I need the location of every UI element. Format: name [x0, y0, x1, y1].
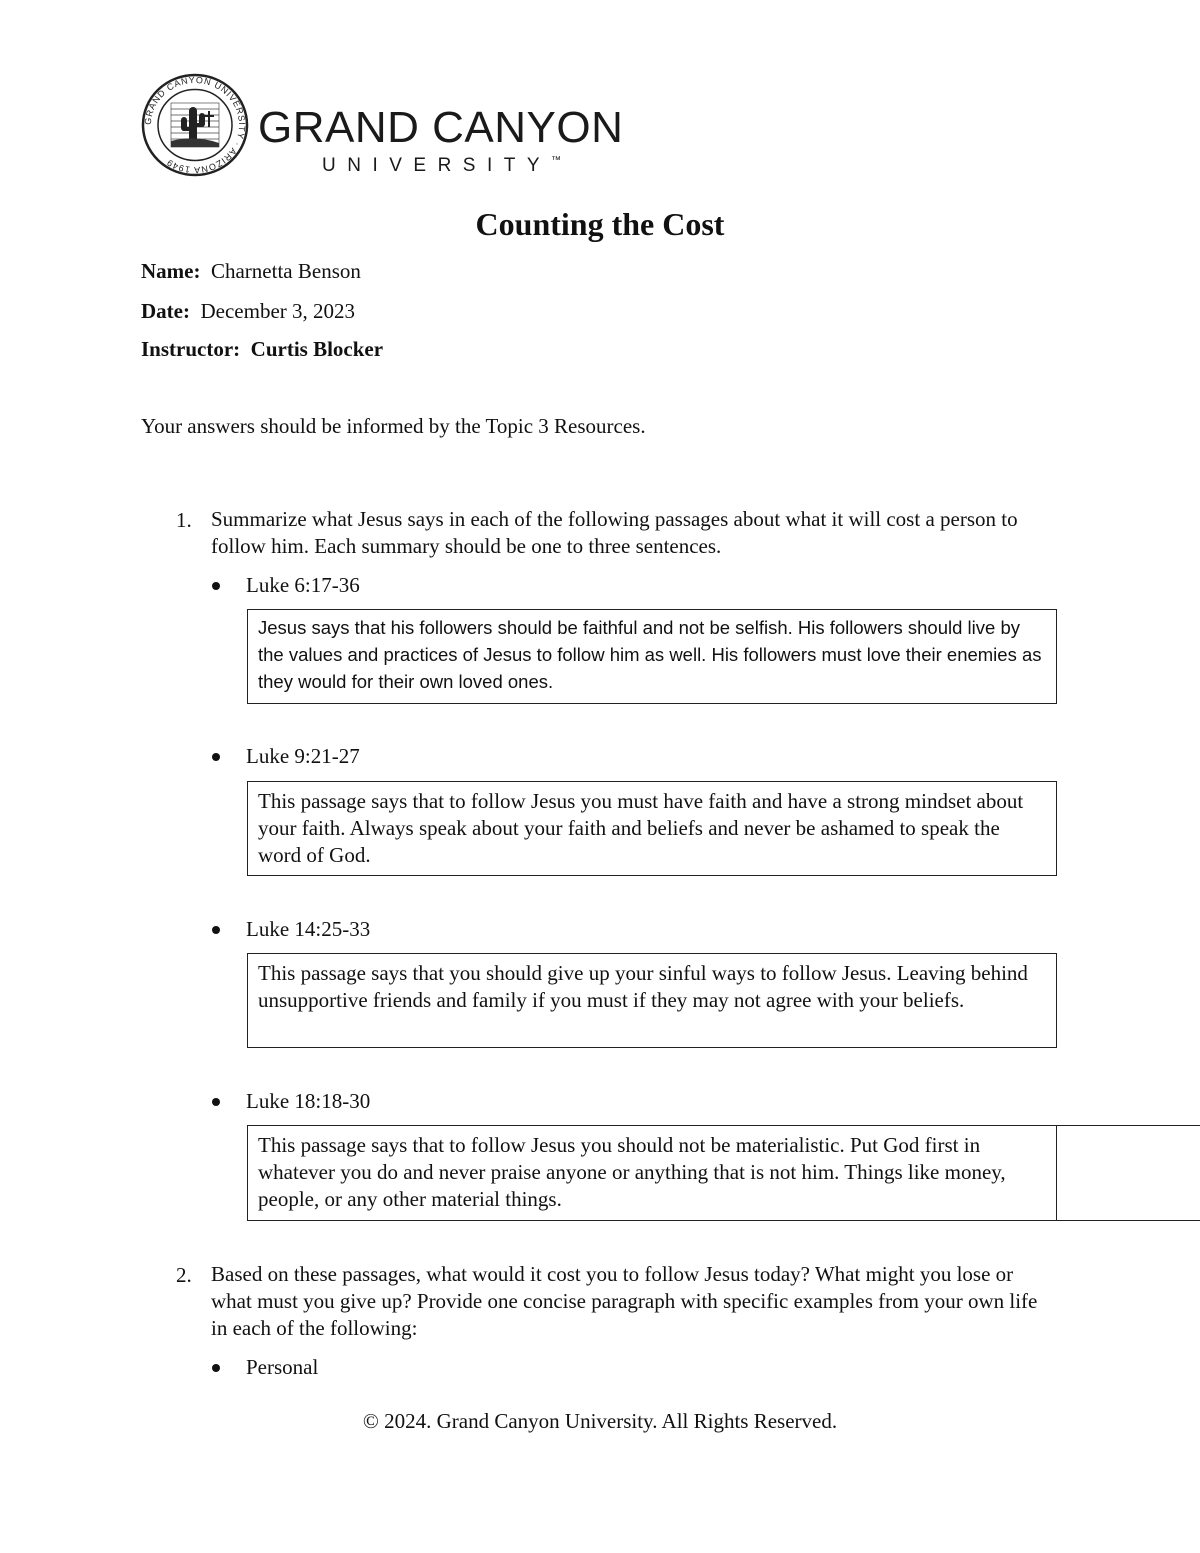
date-label: Date: — [141, 299, 190, 323]
seal-text: GRAND CANYON UNIVERSITY · ARIZONA 1949 — [142, 74, 248, 176]
answer-box[interactable]: This passage says that you should give up your sinful ways to follow Jesus. Leaving behind unsupportive friends and family if you must if they may not agree with your beliefs. — [247, 953, 1057, 1048]
passage-label: Luke 14:25-33 — [246, 917, 371, 941]
bullet-icon — [212, 582, 220, 590]
intro-text: Your answers should be informed by the Topic 3 Resources. — [141, 414, 646, 438]
bullet-icon — [212, 753, 220, 761]
passage-label: Luke 9:21-27 — [246, 744, 360, 768]
page-title: Counting the Cost — [475, 206, 725, 242]
name-label: Name: — [141, 259, 201, 283]
university-sub-text: UNIVERSITY — [322, 155, 552, 176]
bullet-icon — [212, 1098, 220, 1106]
answer-box[interactable]: Jesus says that his followers should be faithful and not be selfish. His followers should live by the values and practices of Jesus to follow him as well. His followers must love their enemies as they would for their own loved ones. — [247, 609, 1057, 704]
answer-box-extension — [1057, 1125, 1200, 1221]
answer-box[interactable]: This passage says that to follow Jesus you should not be materialistic. Put God first in whatever you do and never praise anyone or anything that is not him. Things like money, people, or any other material things. — [247, 1125, 1057, 1221]
passage-label: Luke 6:17-36 — [246, 573, 360, 597]
bullet-icon — [212, 926, 220, 934]
university-wordmark: GRAND CANYON — [258, 103, 624, 152]
answer-box[interactable]: This passage says that to follow Jesus you must have faith and have a strong mindset about your faith. Always speak about your faith and beliefs and never be ashamed to speak the word of God. — [247, 781, 1057, 876]
name-field — [141, 261, 361, 282]
instructor-label: Instructor: — [141, 337, 241, 361]
instructor-value: Curtis Blocker — [250, 337, 384, 361]
question-text: Based on these passages, what would it cost you to follow Jesus today? What might you lose or what must you give up? Provide one concise paragraph with specific examples from your own life in each of the following: — [211, 1262, 1038, 1340]
date-field — [141, 301, 355, 322]
copyright-footer: © 2024. Grand Canyon University. All Rights Reserved. — [362, 1409, 838, 1433]
university-seal-logo — [141, 73, 249, 177]
university-wordmark-sub — [322, 156, 561, 175]
passage-label: Luke 18:18-30 — [246, 1089, 371, 1113]
question-number: 2. — [176, 1263, 192, 1287]
question-number: 1. — [176, 508, 192, 532]
trademark-mark: ™ — [551, 155, 562, 166]
name-value: Charnetta Benson — [210, 259, 361, 283]
bullet-icon — [212, 1364, 220, 1372]
category-label: Personal — [246, 1355, 319, 1379]
date-value: December 3, 2023 — [200, 299, 356, 323]
question-text: Summarize what Jesus says in each of the following passages about what it will cost a person to follow him. Each summary should be one to three sentences. — [211, 507, 1018, 558]
instructor-field — [141, 339, 383, 360]
